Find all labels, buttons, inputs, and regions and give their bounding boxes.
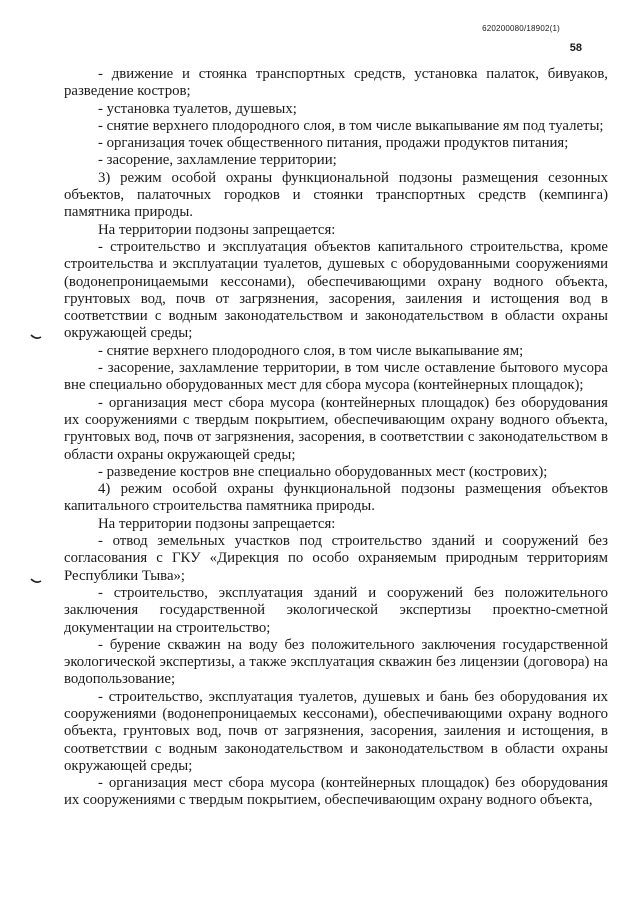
paragraph: - снятие верхнего плодородного слоя, в том числе выкапывание ям; — [98, 342, 524, 359]
paragraph: - установка туалетов, душевых; — [98, 100, 297, 117]
margin-mark — [30, 578, 42, 584]
paragraph: - организация точек общественного питания, продажи продуктов питания; — [98, 135, 569, 152]
doc-code: 620200080/18902(1) — [482, 24, 560, 33]
paragraph: - строительство, эксплуатация зданий и сооружений без положительного заключения государственной экологической экспертизы проектно-сметной документации на строительство; — [64, 584, 608, 636]
paragraph: - организация мест сбора мусора (контейнерных площадок) без оборудования их сооружениями с твердым покрытием, обеспечивающим охрану водного объекта, грунтовых вод, почв от загрязнения, засорения, в соответствии с законодательством в области охраны окружающей среды; — [64, 394, 608, 463]
paragraph: - засорение, захламление территории, в том числе оставление бытового мусора вне специально оборудованных мест для сбора мусора (контейнерных площадок); — [64, 360, 608, 394]
paragraph: - бурение скважин на воду без положительного заключения государственной экологической экспертизы, а также эксплуатация скважин без лицензии (договора) на водопользование; — [64, 636, 608, 688]
paragraph: - организация мест сбора мусора (контейнерных площадок) без оборудования их сооружениями с твердым покрытием, обеспечивающим охрану водного объекта, — [64, 775, 608, 809]
paragraph: На территории подзоны запрещается: — [98, 221, 336, 238]
paragraph: 3) режим особой охраны функциональной подзоны размещения сезонных объектов, палаточных городков и стоянки транспортных средств (кемпинга) памятника природы. — [64, 169, 608, 221]
page-number: 58 — [569, 42, 582, 54]
margin-mark — [30, 334, 42, 340]
paragraph: - снятие верхнего плодородного слоя, в том числе выкапывание ям под туалеты; — [98, 117, 604, 134]
paragraph: - строительство, эксплуатация туалетов, душевых и бань без оборудования их сооружениями (водонепроницаемых кессонами), обеспечивающими охрану водного объекта, грунтовых вод, почв от загрязнения, засорения, заиления и истощения, в соответствии с водным законодательством и законодательством в области охраны окружающей среды; — [64, 688, 608, 774]
paragraph: - засорение, захламление территории; — [98, 152, 337, 169]
paragraph: - движение и стоянка транспортных средств, установка палаток, бивуаков, разведение костров; — [64, 66, 608, 100]
paragraph: - разведение костров вне специально оборудованных мест (кострових); — [98, 463, 548, 480]
paragraph: - строительство и эксплуатация объектов капитального строительства, кроме строительства и эксплуатации туалетов, душевых с оборудованными сооружениями (водонепроницаемыми кессонами), обеспечивающими охрану водного объекта, грунтовых вод, почв от загрязнения, засорения, заиления и истощения вод в соответствии с водным законодательством и законодательством в области охраны окружающей среды; — [64, 238, 608, 342]
paragraph: На территории подзоны запрещается: — [98, 515, 336, 532]
document-body — [64, 66, 608, 810]
paragraph: - отвод земельных участков под строительство зданий и сооружений без согласования с ГКУ «Дирекция по особо охраняемым природным территориям Республики Тыва»; — [64, 533, 608, 584]
paragraph: 4) режим особой охраны функциональной подзоны размещения объектов капитального строительства памятника природы. — [64, 481, 608, 515]
